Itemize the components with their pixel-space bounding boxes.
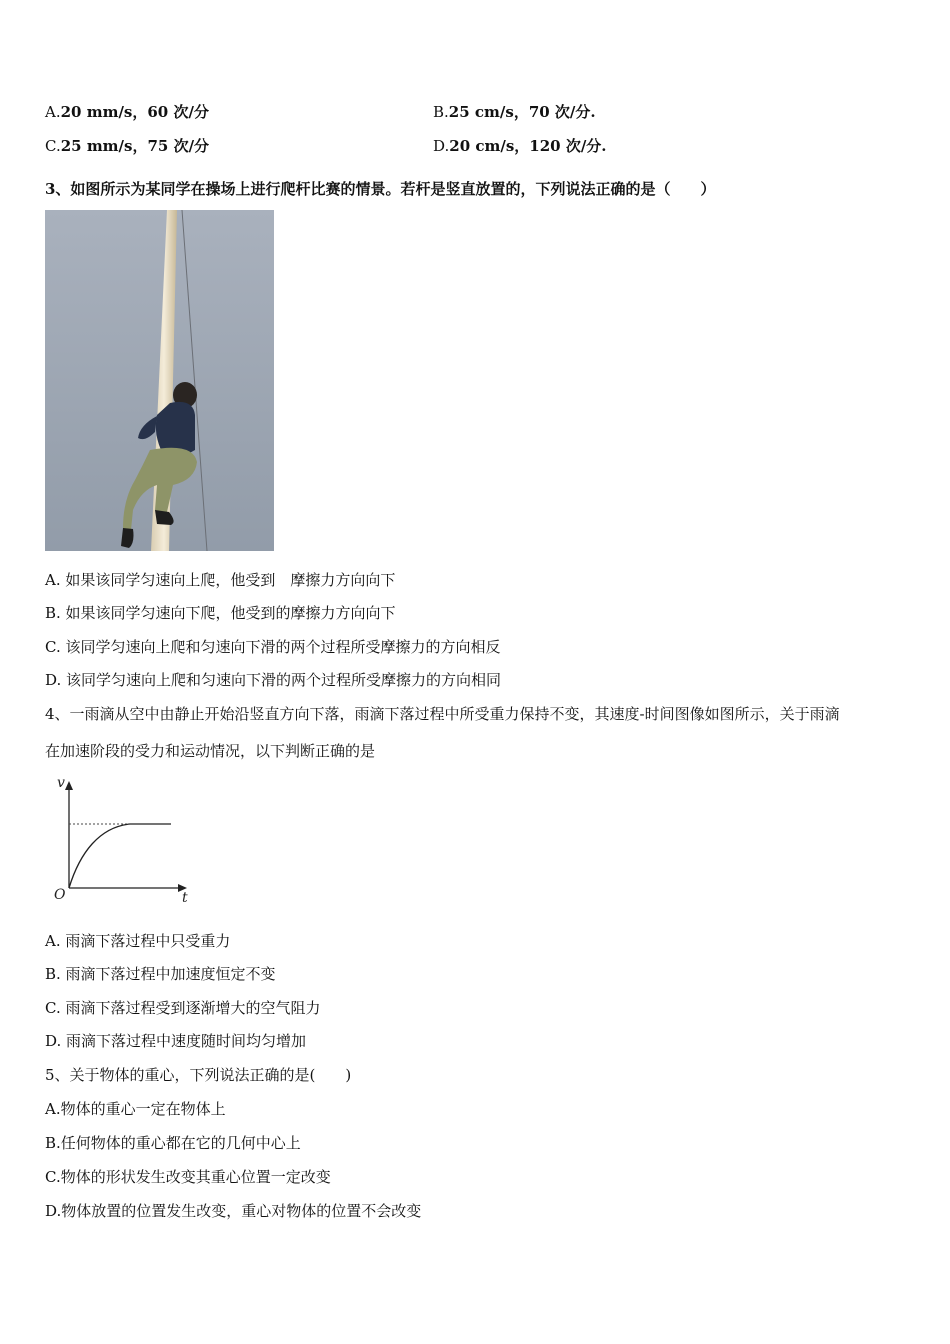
q2-option-b: B.25 cm/s，70 次/分.: [433, 103, 596, 121]
q2-option-d: D.20 cm/s，120 次/分.: [433, 137, 607, 155]
q5-stem: 5、关于物体的重心，下列说法正确的是( ): [45, 1066, 352, 1084]
q4-option-b: B. 雨滴下落过程中加速度恒定不变: [45, 965, 276, 983]
velocity-time-graph: [40, 772, 200, 902]
q5-option-a: A.物体的重心一定在物体上: [45, 1100, 226, 1118]
q3-stem: 3、如图所示为某同学在操场上进行爬杆比赛的情景。若杆是竖直放置的，下列说法正确的是（ ）: [45, 180, 716, 198]
origin-label: O: [54, 887, 66, 902]
q3-option-d: D. 该同学匀速向上爬和匀速向下滑的两个过程所受摩擦力的方向相同: [45, 671, 502, 689]
q4-stem-line2: 在加速阶段的受力和运动情况，以下判断正确的是: [45, 742, 376, 760]
v-axis-label: v: [57, 775, 65, 791]
q3-option-c: C. 该同学匀速向上爬和匀速向下滑的两个过程所受摩擦力的方向相反: [45, 638, 501, 656]
q5-option-d: D.物体放置的位置发生改变，重心对物体的位置不会改变: [45, 1202, 422, 1220]
q4-option-d: D. 雨滴下落过程中速度随时间均匀增加: [45, 1032, 307, 1050]
pole-climbing-photo: [45, 210, 274, 551]
t-axis-label: t: [182, 890, 188, 902]
q3-option-b: B. 如果该同学匀速向下爬，他受到的摩擦力方向向下: [45, 604, 396, 622]
q5-option-b: B.任何物体的重心都在它的几何中心上: [45, 1134, 301, 1152]
q4-option-c: C. 雨滴下落过程受到逐渐增大的空气阻力: [45, 999, 321, 1017]
q5-option-c: C.物体的形状发生改变其重心位置一定改变: [45, 1168, 331, 1186]
q3-option-a: A. 如果该同学匀速向上爬，他受到 摩擦力方向向下: [45, 571, 396, 589]
q4-stem-line1: 4、一雨滴从空中由静止开始沿竖直方向下落，雨滴下落过程中所受重力保持不变，其速度-时间图像如图所示，关于雨滴: [45, 705, 840, 723]
q2-option-a: A.20 mm/s，60 次/分: [45, 103, 209, 121]
q2-option-c: C.25 mm/s，75 次/分: [45, 137, 210, 155]
q4-option-a: A. 雨滴下落过程中只受重力: [45, 932, 231, 950]
